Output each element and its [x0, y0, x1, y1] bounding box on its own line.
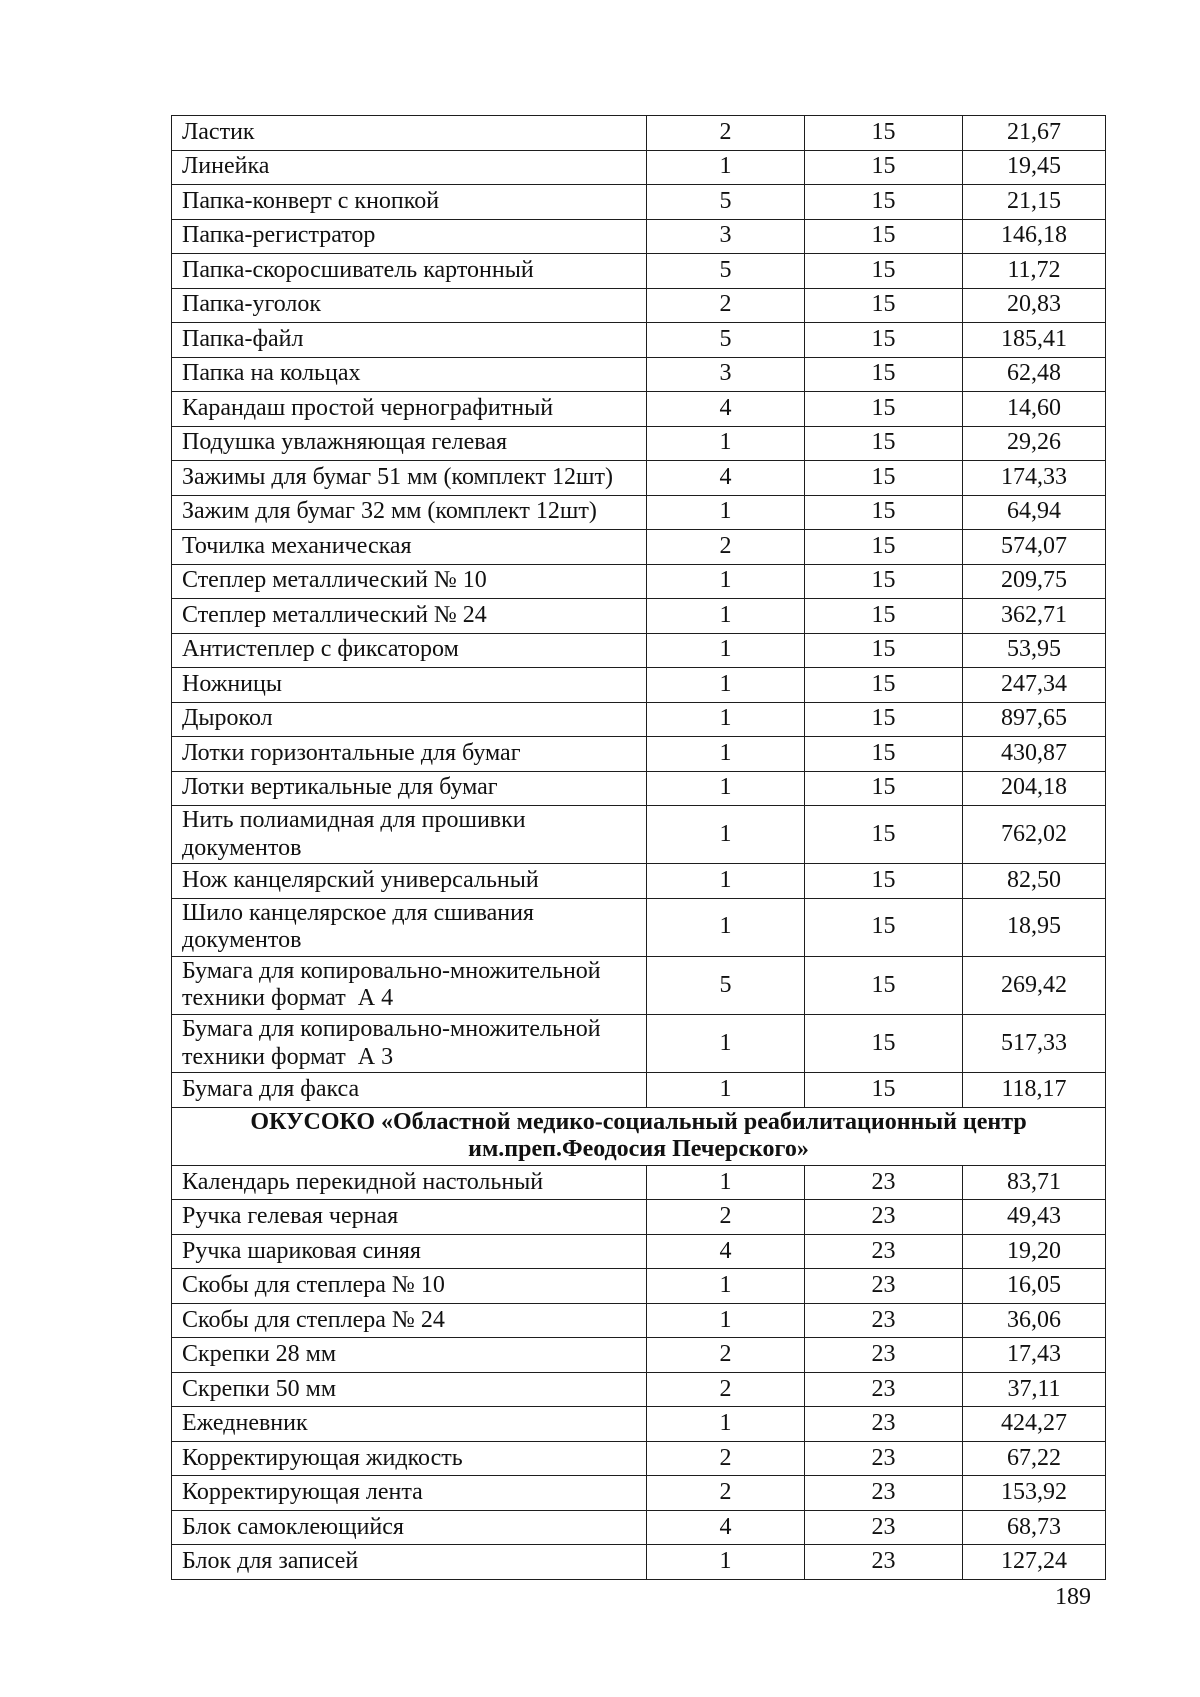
- column-2-value: 5: [647, 185, 805, 220]
- column-3-value: 15: [805, 633, 963, 668]
- column-3-value: 15: [805, 392, 963, 427]
- table-row: [172, 1200, 1106, 1235]
- item-name-cell: Ножницы: [172, 668, 647, 703]
- item-name-cell: Ручка шариковая синяя: [172, 1234, 647, 1269]
- column-3-value: 23: [805, 1441, 963, 1476]
- table-row: [172, 599, 1106, 634]
- column-3-value: 15: [805, 564, 963, 599]
- column-3-value: 15: [805, 1073, 963, 1108]
- column-3-value: 23: [805, 1165, 963, 1200]
- column-2-value: 3: [647, 357, 805, 392]
- item-name-cell: Зажим для бумаг 32 мм (комплект 12шт): [172, 495, 647, 530]
- column-4-value: 118,17: [963, 1073, 1106, 1108]
- column-4-value: 127,24: [963, 1545, 1106, 1580]
- table-row: [172, 323, 1106, 358]
- item-name-cell: Скрепки 50 мм: [172, 1372, 647, 1407]
- item-name-cell: Бумага для копировально-множительной техники формат А 4: [172, 956, 647, 1014]
- table-row: [172, 426, 1106, 461]
- column-2-value: 1: [647, 864, 805, 899]
- column-3-value: 15: [805, 219, 963, 254]
- column-4-value: 204,18: [963, 771, 1106, 806]
- column-4-value: 424,27: [963, 1407, 1106, 1442]
- column-3-value: 15: [805, 806, 963, 864]
- column-2-value: 4: [647, 1510, 805, 1545]
- item-name-cell: Корректирующая жидкость: [172, 1441, 647, 1476]
- column-2-value: 4: [647, 461, 805, 496]
- column-3-value: 15: [805, 702, 963, 737]
- table-row: [172, 185, 1106, 220]
- item-name-cell: Папка-регистратор: [172, 219, 647, 254]
- column-4-value: 11,72: [963, 254, 1106, 289]
- item-name-cell: Линейка: [172, 150, 647, 185]
- column-4-value: 19,20: [963, 1234, 1106, 1269]
- column-2-value: 1: [647, 737, 805, 772]
- document-page-content: [171, 115, 1105, 1611]
- column-2-value: 1: [647, 150, 805, 185]
- item-name-cell: Нож канцелярский универсальный: [172, 864, 647, 899]
- column-4-value: 269,42: [963, 956, 1106, 1014]
- column-3-value: 23: [805, 1269, 963, 1304]
- table-row: [172, 633, 1106, 668]
- items-table-body: [172, 116, 1106, 1580]
- column-2-value: 2: [647, 1441, 805, 1476]
- column-4-value: 14,60: [963, 392, 1106, 427]
- column-2-value: 1: [647, 426, 805, 461]
- item-name-cell: Блок для записей: [172, 1545, 647, 1580]
- column-3-value: 15: [805, 426, 963, 461]
- table-row: [172, 1338, 1106, 1373]
- column-3-value: 15: [805, 530, 963, 565]
- column-2-value: 2: [647, 1372, 805, 1407]
- table-row: [172, 1234, 1106, 1269]
- column-4-value: 37,11: [963, 1372, 1106, 1407]
- table-row: [172, 1545, 1106, 1580]
- column-2-value: 1: [647, 1015, 805, 1073]
- column-2-value: 4: [647, 392, 805, 427]
- column-2-value: 4: [647, 1234, 805, 1269]
- table-row: [172, 1372, 1106, 1407]
- column-2-value: 1: [647, 599, 805, 634]
- item-name-cell: Папка-файл: [172, 323, 647, 358]
- column-2-value: 1: [647, 1073, 805, 1108]
- column-4-value: 146,18: [963, 219, 1106, 254]
- column-3-value: 15: [805, 116, 963, 151]
- column-4-value: 20,83: [963, 288, 1106, 323]
- column-4-value: 17,43: [963, 1338, 1106, 1373]
- column-3-value: 23: [805, 1372, 963, 1407]
- column-4-value: 185,41: [963, 323, 1106, 358]
- item-name-cell: Скобы для степлера № 24: [172, 1303, 647, 1338]
- column-3-value: 15: [805, 898, 963, 956]
- column-4-value: 153,92: [963, 1476, 1106, 1511]
- table-row: [172, 956, 1106, 1014]
- table-row: [172, 150, 1106, 185]
- table-row: [172, 1073, 1106, 1108]
- item-name-cell: Лотки вертикальные для бумаг: [172, 771, 647, 806]
- column-3-value: 23: [805, 1303, 963, 1338]
- table-row: [172, 564, 1106, 599]
- item-name-cell: Подушка увлажняющая гелевая: [172, 426, 647, 461]
- column-4-value: 83,71: [963, 1165, 1106, 1200]
- column-3-value: 23: [805, 1545, 963, 1580]
- column-2-value: 2: [647, 1200, 805, 1235]
- column-3-value: 15: [805, 668, 963, 703]
- column-2-value: 5: [647, 323, 805, 358]
- section-header-row: [172, 1107, 1106, 1165]
- column-3-value: 15: [805, 357, 963, 392]
- item-name-cell: Степлер металлический № 24: [172, 599, 647, 634]
- column-4-value: 174,33: [963, 461, 1106, 496]
- table-row: [172, 864, 1106, 899]
- item-name-cell: Корректирующая лента: [172, 1476, 647, 1511]
- column-4-value: 897,65: [963, 702, 1106, 737]
- column-4-value: 762,02: [963, 806, 1106, 864]
- column-2-value: 1: [647, 1407, 805, 1442]
- column-2-value: 5: [647, 956, 805, 1014]
- table-row: [172, 771, 1106, 806]
- page-number: 189: [1055, 1583, 1091, 1610]
- column-4-value: 68,73: [963, 1510, 1106, 1545]
- table-row: [172, 898, 1106, 956]
- column-4-value: 517,33: [963, 1015, 1106, 1073]
- table-row: [172, 1407, 1106, 1442]
- column-3-value: 15: [805, 864, 963, 899]
- table-row: [172, 668, 1106, 703]
- column-4-value: 82,50: [963, 864, 1106, 899]
- item-name-cell: Шило канцелярское для сшивания документов: [172, 898, 647, 956]
- column-3-value: 15: [805, 495, 963, 530]
- column-3-value: 23: [805, 1338, 963, 1373]
- column-4-value: 21,67: [963, 116, 1106, 151]
- column-3-value: 23: [805, 1407, 963, 1442]
- item-name-cell: Папка-уголок: [172, 288, 647, 323]
- column-3-value: 15: [805, 323, 963, 358]
- column-3-value: 15: [805, 599, 963, 634]
- column-4-value: 16,05: [963, 1269, 1106, 1304]
- table-row: [172, 357, 1106, 392]
- column-2-value: 2: [647, 530, 805, 565]
- column-3-value: 15: [805, 771, 963, 806]
- column-4-value: 18,95: [963, 898, 1106, 956]
- column-4-value: 64,94: [963, 495, 1106, 530]
- column-2-value: 5: [647, 254, 805, 289]
- column-2-value: 1: [647, 771, 805, 806]
- table-row: [172, 702, 1106, 737]
- column-4-value: 362,71: [963, 599, 1106, 634]
- column-4-value: 62,48: [963, 357, 1106, 392]
- column-3-value: 15: [805, 461, 963, 496]
- item-name-cell: Ластик: [172, 116, 647, 151]
- table-row: [172, 461, 1106, 496]
- column-3-value: 23: [805, 1200, 963, 1235]
- column-2-value: 1: [647, 1165, 805, 1200]
- table-row: [172, 806, 1106, 864]
- column-2-value: 1: [647, 1545, 805, 1580]
- table-row: [172, 1303, 1106, 1338]
- table-row: [172, 1510, 1106, 1545]
- table-row: [172, 392, 1106, 427]
- column-3-value: 15: [805, 150, 963, 185]
- column-4-value: 53,95: [963, 633, 1106, 668]
- column-3-value: 15: [805, 956, 963, 1014]
- column-2-value: 2: [647, 288, 805, 323]
- column-3-value: 23: [805, 1510, 963, 1545]
- section-title: ОКУСОКО «Областной медико-социальный реабилитационный центр им.преп.Феодосия Печерского»: [172, 1107, 1106, 1165]
- item-name-cell: Ежедневник: [172, 1407, 647, 1442]
- table-row: [172, 1441, 1106, 1476]
- column-3-value: 23: [805, 1234, 963, 1269]
- column-4-value: 247,34: [963, 668, 1106, 703]
- column-3-value: 15: [805, 254, 963, 289]
- item-name-cell: Нить полиамидная для прошивки документов: [172, 806, 647, 864]
- table-row: [172, 116, 1106, 151]
- column-2-value: 2: [647, 116, 805, 151]
- column-2-value: 2: [647, 1476, 805, 1511]
- column-4-value: 209,75: [963, 564, 1106, 599]
- item-name-cell: Степлер металлический № 10: [172, 564, 647, 599]
- column-4-value: 49,43: [963, 1200, 1106, 1235]
- table-row: [172, 1269, 1106, 1304]
- column-2-value: 1: [647, 702, 805, 737]
- column-3-value: 23: [805, 1476, 963, 1511]
- column-2-value: 2: [647, 1338, 805, 1373]
- item-name-cell: Блок самоклеющийся: [172, 1510, 647, 1545]
- column-2-value: 1: [647, 806, 805, 864]
- column-4-value: 21,15: [963, 185, 1106, 220]
- column-3-value: 15: [805, 185, 963, 220]
- column-2-value: 1: [647, 633, 805, 668]
- item-name-cell: Точилка механическая: [172, 530, 647, 565]
- column-3-value: 15: [805, 737, 963, 772]
- column-2-value: 1: [647, 898, 805, 956]
- item-name-cell: Карандаш простой чернографитный: [172, 392, 647, 427]
- item-name-cell: Папка-конверт с кнопкой: [172, 185, 647, 220]
- table-row: [172, 530, 1106, 565]
- item-name-cell: Ручка гелевая черная: [172, 1200, 647, 1235]
- table-row: [172, 1015, 1106, 1073]
- item-name-cell: Дырокол: [172, 702, 647, 737]
- item-name-cell: Лотки горизонтальные для бумаг: [172, 737, 647, 772]
- item-name-cell: Календарь перекидной настольный: [172, 1165, 647, 1200]
- column-3-value: 15: [805, 288, 963, 323]
- item-name-cell: Бумага для факса: [172, 1073, 647, 1108]
- column-3-value: 15: [805, 1015, 963, 1073]
- table-row: [172, 495, 1106, 530]
- item-name-cell: Бумага для копировально-множительной техники формат А 3: [172, 1015, 647, 1073]
- column-2-value: 1: [647, 495, 805, 530]
- table-row: [172, 737, 1106, 772]
- item-name-cell: Зажимы для бумаг 51 мм (комплект 12шт): [172, 461, 647, 496]
- item-name-cell: Скрепки 28 мм: [172, 1338, 647, 1373]
- table-row: [172, 288, 1106, 323]
- column-4-value: 430,87: [963, 737, 1106, 772]
- table-row: [172, 219, 1106, 254]
- column-4-value: 67,22: [963, 1441, 1106, 1476]
- column-2-value: 1: [647, 564, 805, 599]
- column-2-value: 1: [647, 668, 805, 703]
- table-row: [172, 1476, 1106, 1511]
- items-table: [171, 115, 1106, 1580]
- column-4-value: 574,07: [963, 530, 1106, 565]
- item-name-cell: Скобы для степлера № 10: [172, 1269, 647, 1304]
- column-2-value: 1: [647, 1269, 805, 1304]
- table-row: [172, 1165, 1106, 1200]
- item-name-cell: Антистеплер с фиксатором: [172, 633, 647, 668]
- column-4-value: 29,26: [963, 426, 1106, 461]
- table-row: [172, 254, 1106, 289]
- column-4-value: 36,06: [963, 1303, 1106, 1338]
- item-name-cell: Папка на кольцах: [172, 357, 647, 392]
- item-name-cell: Папка-скоросшиватель картонный: [172, 254, 647, 289]
- column-4-value: 19,45: [963, 150, 1106, 185]
- column-2-value: 1: [647, 1303, 805, 1338]
- column-2-value: 3: [647, 219, 805, 254]
